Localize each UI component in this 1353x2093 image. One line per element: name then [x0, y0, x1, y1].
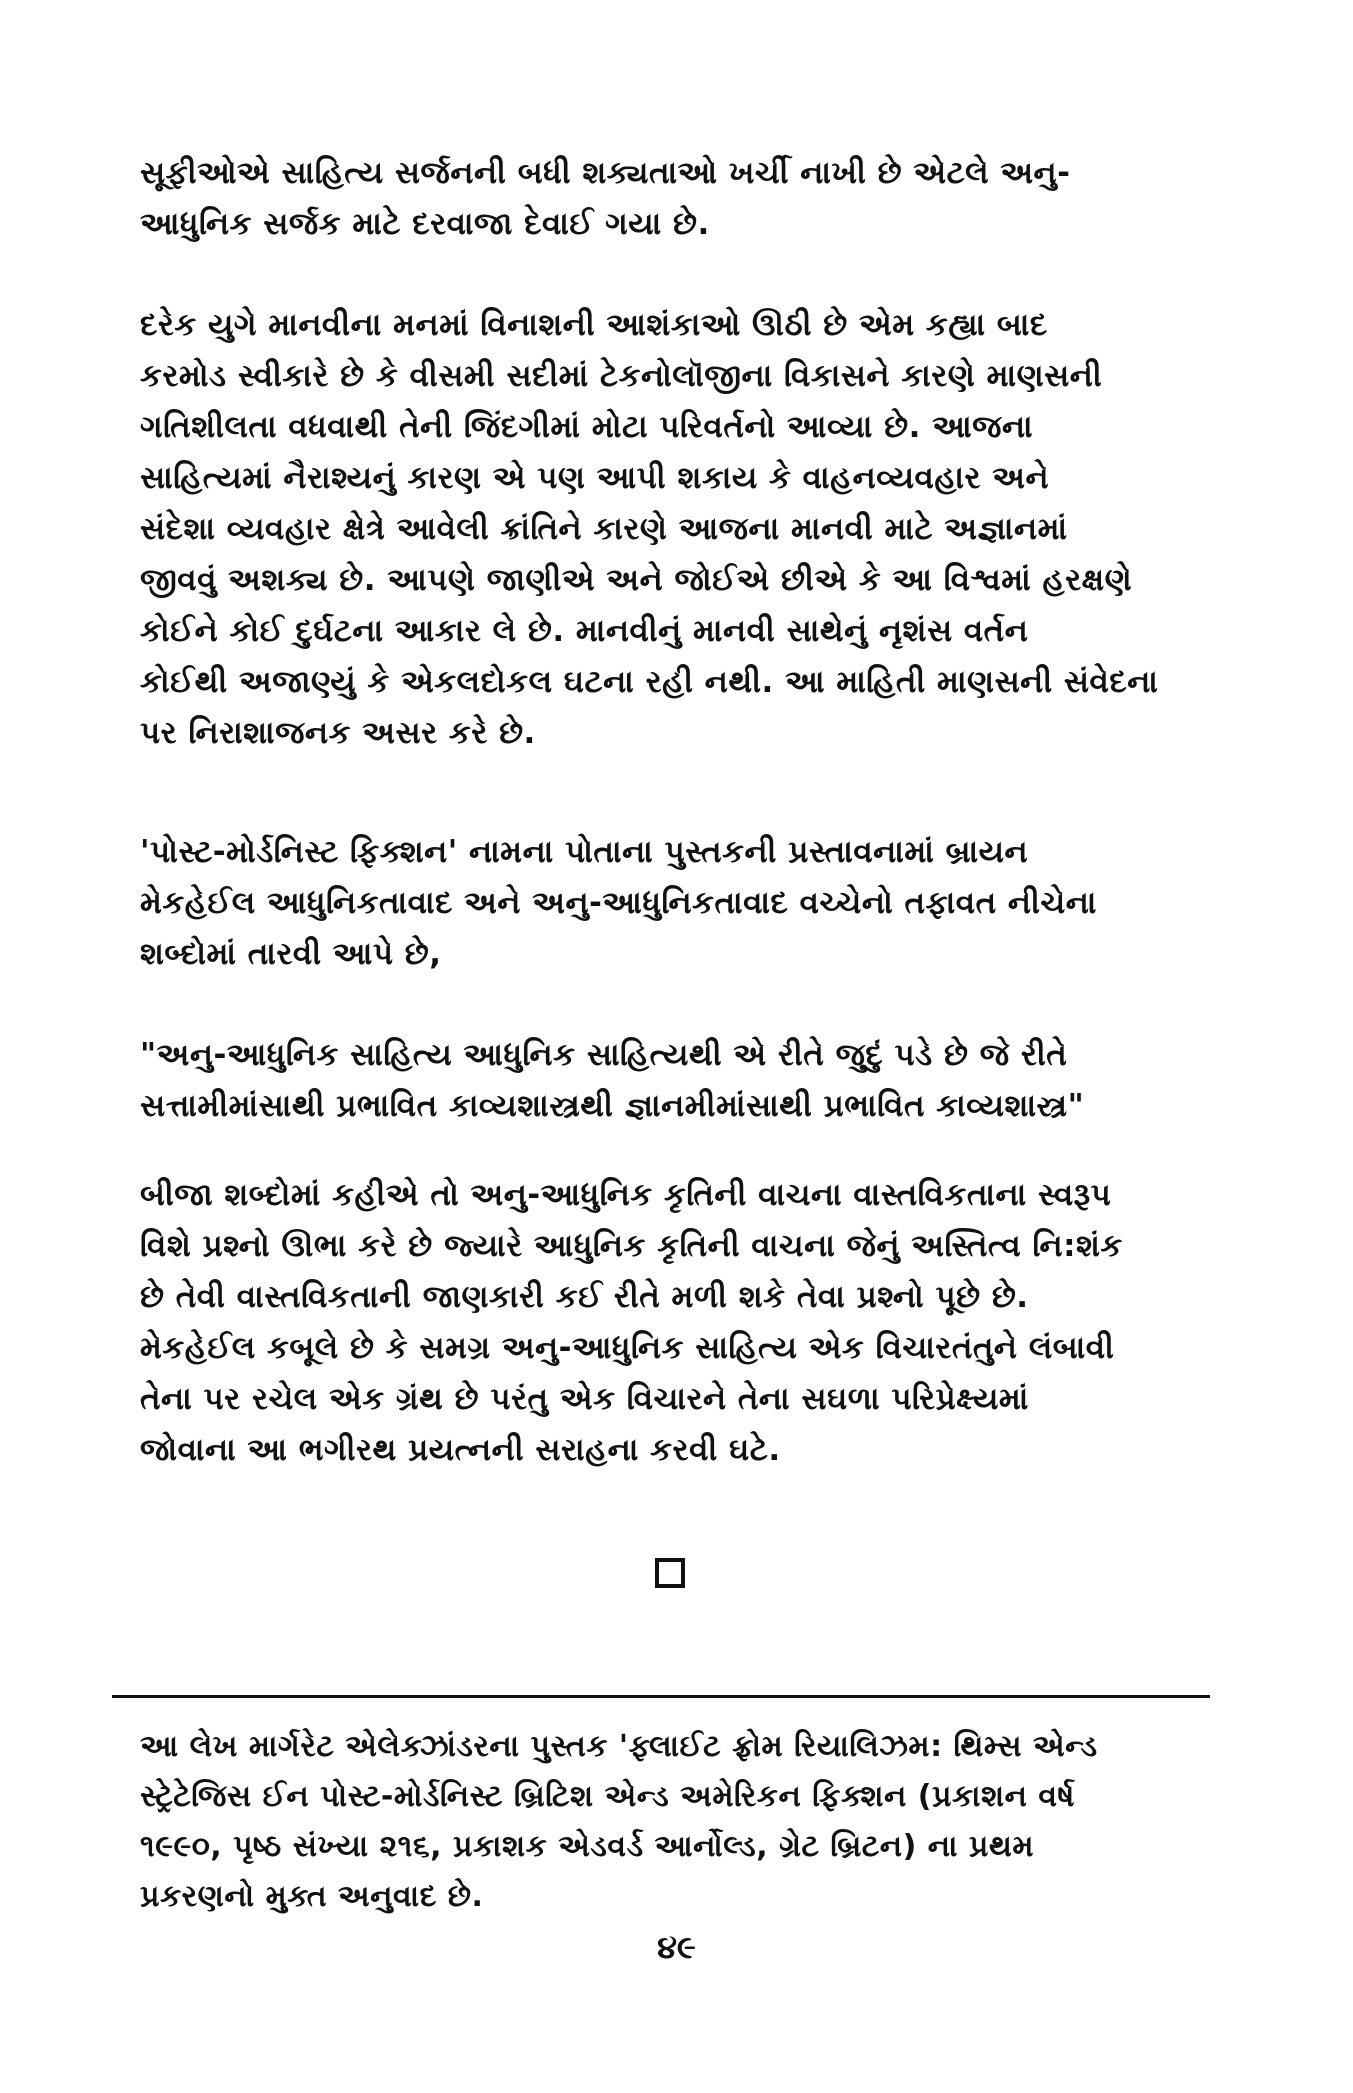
text-line: "અનુ-આધુનિક સાહિત્ય આધુનિક સાહિત્યથી એ રીતે જુદું પડે છે જે રીતે: [140, 1037, 1068, 1073]
footnote-line: પ્રકરણનો મુક્ત અનુવાદ છે.: [140, 1879, 484, 1914]
text-line: મેકહેઈલ કબૂલે છે કે સમગ્ર અનુ-આધુનિક સાહિત્ય એક વિચારતંતુને લંબાવી: [140, 1330, 1115, 1366]
paragraph-3: [140, 827, 1220, 980]
footnote-line: ૧૯૯૦, પૃષ્ઠ સંખ્યા ૨૧૬, પ્રકાશક એડવર્ડ આર્નોલ્ડ, ગ્રેટ બ્રિટન) ના પ્રથમ: [140, 1829, 1035, 1864]
page-number: ૪૯: [657, 1928, 696, 1966]
text-line: જીવવું અશક્ય છે. આપણે જાણીએ અને જોઈએ છીએ કે આ વિશ્વમાં હરક્ષણે: [140, 562, 1133, 598]
text-line: કરમોડ સ્વીકારે છે કે વીસમી સદીમાં ટેકનોલૉજીના વિકાસને કારણે માણસની: [140, 358, 1103, 394]
text-line: કોઈને કોઈ દુર્ઘટના આકાર લે છે. માનવીનું માનવી સાથેનું નૃશંસ વર્તન: [140, 613, 1029, 649]
paragraph-5: [140, 1170, 1220, 1476]
footnote-divider: [112, 1695, 1210, 1698]
text-line: વિશે પ્રશ્નો ઊભા કરે છે જ્યારે આધુનિક કૃતિની વાચના જેનું અસ્તિત્વ નિ:શંક: [140, 1228, 1123, 1264]
text-line: ગતિશીલતા વધવાથી તેની જિંદગીમાં મોટા પરિવર્તનો આવ્યા છે. આજના: [140, 409, 1034, 445]
text-line: કોઈથી અજાણ્યું કે એકલદોકલ ઘટના રહી નથી. આ માહિતી માણસની સંવેદના: [140, 664, 1159, 700]
text-line: સંદેશા વ્યવહાર ક્ષેત્રે આવેલી ક્રાંતિને કારણે આજના માનવી માટે અજ્ઞાનમાં: [140, 511, 1068, 547]
section-end-square-icon: [655, 1558, 685, 1588]
text-line: શબ્દોમાં તારવી આપે છે,: [140, 936, 442, 972]
text-line: 'પોસ્ટ-મોર્ડનિસ્ટ ફિક્શન' નામના પોતાના પુસ્તકની પ્રસ્તાવનામાં બ્રાયન: [140, 834, 1029, 870]
footnote-line: આ લેખ માર્ગરેટ એલેક્ઝાંડરના પુસ્તક 'ફ્લાઈટ ફ્રોમ રિયાલિઝમ: થિમ્સ એન્ડ: [140, 1729, 1098, 1764]
text-line: સત્તામીમાંસાથી પ્રભાવિત કાવ્યશાસ્ત્રથી જ્ઞાનમીમાંસાથી પ્રભાવિત કાવ્યશાસ્ત્ર": [140, 1088, 1085, 1124]
text-line: આધુનિક સર્જક માટે દરવાજા દેવાઈ ગયા છે.: [140, 206, 710, 242]
text-line: મેકહેઈલ આધુનિકતાવાદ અને અનુ-આધુનિકતાવાદ વચ્ચેનો તફાવત નીચેના: [140, 885, 1097, 921]
text-line: તેના પર રચેલ એક ગ્રંથ છે પરંતુ એક વિચારને તેના સઘળા પરિપ્રેક્ષ્યમાં: [140, 1381, 1029, 1417]
text-line: છે તેવી વાસ્તવિકતાની જાણકારી કઈ રીતે મળી શકે તેવા પ્રશ્નો પૂછે છે.: [140, 1279, 1029, 1315]
text-line: દરેક યુગે માનવીના મનમાં વિનાશની આશંકાઓ ઊઠી છે એમ કહ્યા બાદ: [140, 307, 1048, 343]
quotation-paragraph: [140, 1030, 1220, 1132]
text-line: સૂફીઓએ સાહિત્ય સર્જનની બધી શક્યતાઓ ખર્ચી નાખી છે એટલે અનુ-: [140, 155, 1071, 191]
paragraph-1: [140, 148, 1220, 250]
footnote: [140, 1722, 1220, 1922]
text-line: જોવાના આ ભગીરથ પ્રયત્નની સરાહના કરવી ઘટે.: [140, 1432, 781, 1468]
text-line: સાહિત્યમાં નૈરાશ્યનું કારણ એ પણ આપી શકાય કે વાહનવ્યવહાર અને: [140, 460, 1050, 496]
footnote-line: સ્ટ્રેટેજિસ ઈન પોસ્ટ-મોર્ડનિસ્ટ બ્રિટિશ એન્ડ અમેરિકન ફિક્શન (પ્રકાશન વર્ષ: [140, 1779, 1075, 1814]
text-line: બીજા શબ્દોમાં કહીએ તો અનુ-આધુનિક કૃતિની વાચના વાસ્તવિકતાના સ્વરૂપ: [140, 1177, 1112, 1213]
text-line: પર નિરાશાજનક અસર કરે છે.: [140, 715, 536, 751]
paragraph-2: [140, 300, 1220, 759]
